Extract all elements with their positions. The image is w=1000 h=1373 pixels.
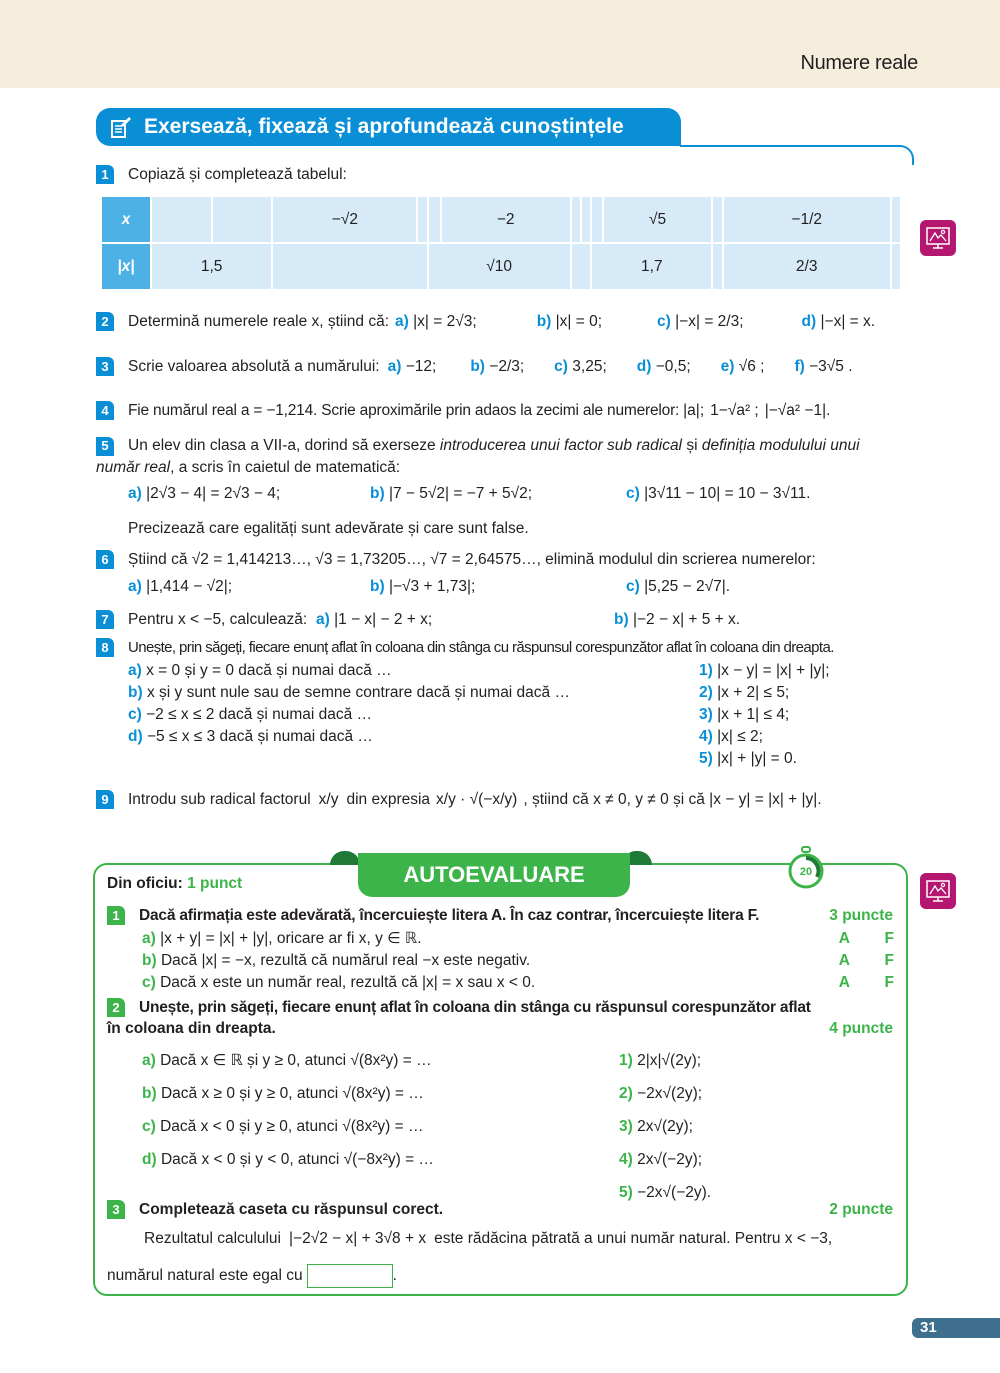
item-expr: |5,25 − 2√7|. [644, 578, 731, 595]
table-row-abs [101, 243, 901, 290]
list-item [619, 1143, 819, 1176]
item-text: Dacă x < 0 și y ≥ 0, atunci √(8x²y) = … [160, 1118, 424, 1135]
exercise-number: 1 [96, 165, 114, 184]
list-item [142, 1044, 602, 1077]
text: , a scris în caietul de matematică: [170, 459, 401, 476]
table-cell[interactable] [891, 196, 901, 243]
item-text: −2x√(−2y). [637, 1184, 712, 1201]
question-text: Unește, prin săgeți, fiecare enunț aflat în coloana din stânga cu răspunsul corespunzător aflat [139, 998, 811, 1016]
monitor-image-icon [925, 226, 951, 250]
item-label: 5) [699, 750, 713, 767]
list-item [142, 928, 894, 950]
chapter-title: Numere reale [800, 52, 918, 74]
exercise-text: din expresia [346, 790, 431, 808]
item-text: 2|x|√(2y); [637, 1052, 702, 1069]
list-item [142, 1143, 602, 1176]
item-label: d) [636, 357, 652, 375]
din-oficiu [107, 875, 915, 893]
item-label: a) [395, 312, 409, 330]
item-label: 3) [619, 1118, 633, 1135]
option-false[interactable]: F [884, 974, 894, 991]
text-italic: introducerea unui factor sub radical [439, 437, 683, 454]
item-expr: |x| = 0; [555, 312, 603, 330]
exercise-5 [96, 435, 915, 479]
option-true[interactable]: A [838, 974, 850, 991]
section-rule [680, 145, 914, 165]
interactive-image-icon[interactable] [920, 873, 956, 909]
table-cell[interactable] [272, 243, 427, 290]
item-label: a) [128, 485, 142, 502]
table-cell: √5 [603, 196, 713, 243]
exercise-1 [96, 165, 915, 184]
question-number: 3 [107, 1200, 125, 1219]
item-text: −5 ≤ x ≤ 3 dacă și numai dacă … [146, 728, 373, 745]
row-header: |x| [101, 243, 151, 290]
text: numărul natural este egal cu [107, 1267, 303, 1284]
list-item [128, 704, 688, 726]
item-label: b) [370, 485, 385, 502]
table-cell[interactable] [891, 243, 901, 290]
item-label: 2) [619, 1085, 633, 1102]
item-label: c) [142, 974, 156, 991]
item-text: Dacă x ≥ 0 și y ≥ 0, atunci √(8x²y) = … [160, 1085, 424, 1102]
list-item [128, 726, 688, 748]
item-expr: |−√3 + 1,73|; [388, 578, 476, 595]
exercise-5-items [128, 485, 915, 503]
item-expr: |2√3 − 4| = 2√3 − 4; [146, 485, 281, 502]
list-item [619, 1077, 819, 1110]
self-assessment-title: AUTOEVALUARE [358, 853, 630, 897]
q3-line1 [144, 1230, 893, 1248]
item-text: Dacă x este un număr real, rezultă că |x| = x sau x < 0. [160, 974, 536, 991]
table-cell[interactable] [151, 196, 212, 243]
item-text: |x| + |y| = 0. [717, 750, 797, 767]
item-text: Dacă x ∈ ℝ și y ≥ 0, atunci √(8x²y) = … [160, 1052, 432, 1069]
question-number: 2 [107, 998, 125, 1017]
item-text: Dacă |x| = −x, rezultă că numărul real −x este negativ. [160, 952, 531, 969]
text-italic: număr real [96, 459, 171, 476]
item-text: −2 ≤ x ≤ 2 dacă și numai dacă … [146, 706, 373, 723]
monitor-image-icon [925, 879, 951, 903]
item-expr: −12; [405, 357, 437, 375]
item-label: b) [142, 1085, 157, 1102]
section-header [96, 108, 681, 146]
text: și [682, 437, 702, 454]
item-label: c) [626, 578, 640, 595]
exercise-number: 2 [96, 312, 114, 331]
item-text: Dacă x < 0 și y < 0, atunci √(−8x²y) = … [160, 1151, 434, 1168]
table-cell: 1,5 [151, 243, 272, 290]
q3-line2 [107, 1264, 915, 1288]
option-true[interactable]: A [838, 952, 850, 969]
question-text: Dacă afirmația este adevărată, încercuiește litera A. În caz contrar, încercuiește litera F. [139, 906, 760, 924]
expr: 1−√a² ; [710, 401, 759, 419]
table-cell[interactable] [712, 196, 722, 243]
item-expr: |−x| = 2/3; [675, 312, 744, 330]
item-label: b) [142, 952, 157, 969]
list-item [699, 748, 899, 770]
table-cell: −1/2 [723, 196, 891, 243]
self-assessment-q2 [107, 998, 893, 1017]
question-text: în coloana din dreapta. [107, 1020, 276, 1037]
interactive-image-icon[interactable] [920, 220, 956, 256]
item-expr: |1,414 − √2|; [146, 578, 233, 595]
item-text: x = 0 și y = 0 dacă și numai dacă … [146, 662, 392, 679]
list-item [619, 1110, 819, 1143]
table-cell: −2 [441, 196, 571, 243]
item-text: |x + 2| ≤ 5; [717, 684, 790, 701]
exercise-number: 8 [96, 638, 114, 657]
question-points: 4 puncte [829, 1020, 893, 1037]
list-item [142, 972, 894, 994]
row-header: x [101, 196, 151, 243]
exercise-8 [96, 638, 915, 657]
table-row-x [101, 196, 901, 243]
item-label: 1) [699, 662, 713, 679]
exercise-3 [96, 357, 915, 376]
exercise-text: Copiază și completează tabelul: [128, 165, 347, 183]
question-number: 1 [107, 906, 125, 925]
item-text: |x + 1| ≤ 4; [717, 706, 790, 723]
item-expr: |x| = 2√3; [413, 312, 477, 330]
item-expr: −3√5 . [809, 357, 853, 375]
text-italic: definiția modulului unui [701, 437, 860, 454]
item-label: 1) [619, 1052, 633, 1069]
exercise-text: Scrie valoarea absolută a numărului: [128, 357, 380, 375]
item-label: c) [554, 357, 568, 375]
text: Un elev din clasa a VII-a, dorind să exerseze [128, 437, 440, 454]
list-item [699, 682, 899, 704]
q2-left-column [142, 1044, 602, 1176]
exercise-text: Introdu sub radical factorul [128, 790, 311, 808]
list-item [619, 1044, 819, 1077]
item-label: d) [142, 1151, 157, 1168]
table-cell[interactable] [428, 196, 441, 243]
item-expr: −2/3; [489, 357, 525, 375]
exercise-6-items [128, 578, 915, 596]
item-label: c) [142, 1118, 156, 1135]
table-cell[interactable] [417, 196, 427, 243]
list-item [128, 682, 688, 704]
question-points: 2 puncte [829, 1200, 893, 1218]
item-label: 4) [619, 1151, 633, 1168]
exercise-number: 9 [96, 790, 114, 809]
item-expr: |1 − x| − 2 + x; [334, 610, 433, 628]
question-text: Precizează care egalități sunt adevărate și care sunt false. [128, 520, 529, 537]
answer-input[interactable] [307, 1264, 393, 1288]
list-item [128, 660, 688, 682]
item-label: c) [626, 485, 640, 502]
expr: |−2√2 − x| + 3√8 + x [289, 1230, 427, 1247]
exercise-text: Știind că √2 = 1,414213…, √3 = 1,73205…, √7 = 2,64575…, elimină modulul din scrierea numerelor: [128, 550, 816, 568]
exercise-6 [96, 550, 915, 569]
item-text: 2x√(2y); [637, 1118, 693, 1135]
abs-value-table [100, 195, 902, 291]
exercise-7 [96, 610, 915, 629]
exercise-text: , știind că x ≠ 0, y ≠ 0 și că |x − y| = |x| + |y|. [523, 790, 822, 808]
table-cell: 2/3 [723, 243, 891, 290]
list-item [699, 704, 899, 726]
section-title: Exersează, fixează și aprofundează cunoștințele [144, 115, 624, 138]
item-expr: |−2 − x| + 5 + x. [632, 610, 741, 628]
list-item [142, 1110, 602, 1143]
item-text: |x| ≤ 2; [717, 728, 763, 745]
item-text: −2x√(2y); [637, 1085, 703, 1102]
text: . [392, 1267, 397, 1284]
item-expr: |7 − 5√2| = −7 + 5√2; [388, 485, 533, 502]
table-cell[interactable] [571, 196, 581, 243]
exercise-number: 5 [96, 437, 114, 456]
table-cell: −√2 [272, 196, 417, 243]
item-label: a) [387, 357, 402, 375]
exercise-text: Determină numerele reale x, știind că: [128, 312, 390, 330]
item-label: a) [142, 930, 156, 947]
item-text: |x + y| = |x| + |y|, oricare ar fi x, y ∈ ℝ. [160, 930, 422, 947]
item-label: 2) [699, 684, 713, 701]
exercise-9 [96, 790, 915, 809]
exercise-8-right-column [699, 660, 899, 770]
table-cell[interactable] [571, 243, 592, 290]
item-label: b) [470, 357, 485, 375]
table-cell[interactable] [591, 196, 602, 243]
item-label: c) [657, 312, 671, 330]
expr: |a|; [683, 401, 705, 419]
exercise-4 [96, 401, 915, 420]
item-label: a) [128, 578, 142, 595]
item-label: b) [128, 684, 143, 701]
item-label: c) [128, 706, 142, 723]
item-text: 2x√(−2y); [637, 1151, 703, 1168]
table-cell[interactable] [712, 243, 722, 290]
self-assessment-q2-line2 [107, 1020, 893, 1038]
din-oficiu-label: Din oficiu: [107, 875, 183, 892]
item-label: a) [128, 662, 142, 679]
ribbon-fold [330, 851, 360, 865]
item-label: d) [128, 728, 143, 745]
item-expr: √6 ; [738, 357, 765, 375]
question-text: Completează caseta cu răspunsul corect. [139, 1200, 444, 1218]
page-number: 31 [912, 1318, 1000, 1338]
exercise-8-left-column [128, 660, 688, 748]
exercise-text: Fie numărul real a = −1,214. Scrie aproximările prin adaos la zecimi ale numerelor: [128, 401, 680, 419]
item-label: f) [794, 357, 805, 375]
item-label: b) [536, 312, 552, 330]
text: Rezultatul calculului [144, 1230, 281, 1247]
self-assessment-q1 [107, 906, 893, 925]
list-item [142, 950, 894, 972]
table-cell: √10 [428, 243, 571, 290]
item-text: x și y sunt nule sau de semne contrare dacă și numai dacă … [146, 684, 570, 701]
option-false[interactable]: F [884, 952, 894, 969]
exercise-text: Pentru x < −5, calculează: [128, 610, 308, 628]
list-item [142, 1077, 602, 1110]
option-true[interactable]: A [838, 930, 850, 947]
item-label: 5) [619, 1184, 633, 1201]
exercise-number: 6 [96, 550, 114, 569]
table-cell[interactable] [581, 196, 591, 243]
q1-items [142, 928, 894, 994]
exercise-number: 7 [96, 610, 114, 629]
item-label: b) [614, 610, 629, 628]
table-cell[interactable] [212, 196, 273, 243]
item-label: a) [316, 610, 330, 628]
question-points: 3 puncte [829, 906, 893, 924]
factor-expr: x/y [318, 790, 339, 808]
exercise-number: 4 [96, 401, 114, 420]
list-item [699, 660, 899, 682]
expr: |−√a² −1|. [764, 401, 831, 419]
text: este rădăcina pătrată a unui număr natural. Pentru x < −3, [434, 1230, 833, 1247]
item-label: d) [801, 312, 817, 330]
q2-right-column [619, 1044, 819, 1209]
self-assessment-q3 [107, 1200, 893, 1219]
item-label: 4) [699, 728, 713, 745]
item-expr: 3,25; [572, 357, 607, 375]
item-label: b) [370, 578, 385, 595]
item-expr: |−x| = x. [820, 312, 876, 330]
option-false[interactable]: F [884, 930, 894, 947]
exercise-text: Unește, prin săgeți, fiecare enunț aflat în coloana din stânga cu răspunsul corespunzător aflat în coloana din dreapta. [128, 639, 834, 656]
table-cell: 1,7 [591, 243, 712, 290]
item-label: a) [142, 1052, 156, 1069]
list-item [699, 726, 899, 748]
item-text: |x − y| = |x| + |y|; [717, 662, 830, 679]
exercise-2 [96, 312, 915, 331]
item-expr: |3√11 − 10| = 10 − 3√11. [644, 485, 811, 502]
pencil-note-icon [110, 115, 132, 139]
svg-text:20: 20 [799, 866, 813, 878]
exercise-5-question [128, 520, 915, 538]
main-expr: x/y · √(−x/y) [436, 790, 518, 808]
item-label: 3) [699, 706, 713, 723]
din-oficiu-points: 1 punct [187, 875, 243, 892]
item-label: e) [720, 357, 735, 375]
item-expr: −0,5; [655, 357, 691, 375]
exercise-number: 3 [96, 357, 114, 376]
